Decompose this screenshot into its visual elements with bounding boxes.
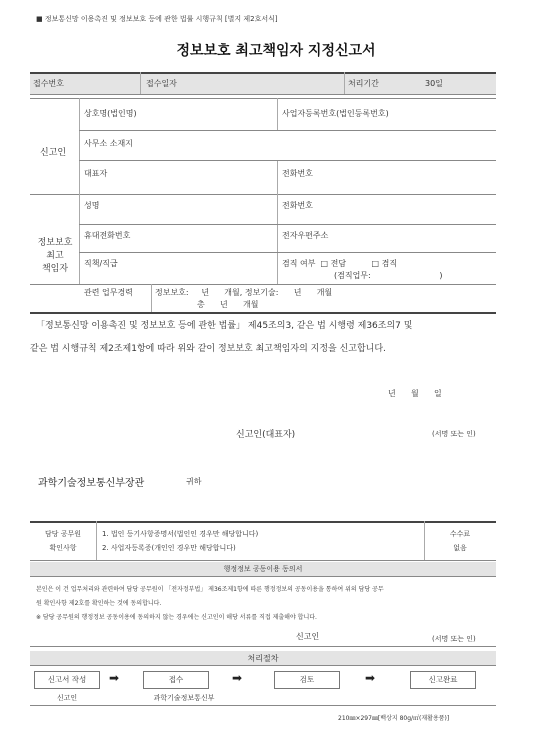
reporter-label: 신고인 (40, 148, 67, 158)
consent-text-3: ※ 담당 공무원의 행정정보 공동이용에 동의하지 않는 경우에는 신고인이 해당 서류를 직접 제출해야 합니다. (36, 614, 317, 621)
ciso-name-field[interactable]: 성명 (84, 201, 100, 210)
consent-sign-area[interactable]: (서명 또는 인) (432, 635, 476, 643)
career-total-field[interactable]: 총 년 개월 (197, 300, 259, 309)
verification-label-1: 담당 공무원 (44, 530, 82, 538)
career-detail-field[interactable]: 정보보호: 년 개월, 정보기술: 년 개월 (155, 288, 333, 297)
ciso-mobile-field[interactable]: 휴대전화번호 (84, 231, 131, 240)
verification-item-1: 1. 법인 등기사항증명서(법인인 경우만 해당합니다) (102, 530, 259, 538)
recipient-name: 과학기술정보통신부장관 (38, 478, 145, 489)
processing-period-label: 처리기간 (348, 79, 379, 88)
process-title: 처리절차 (247, 654, 279, 663)
signer-sign-area[interactable]: (서명 또는 인) (432, 430, 476, 438)
ciso-label-3: 책임자 (41, 264, 69, 274)
actor-ministry: 과학기술정보통신부 (153, 694, 215, 702)
receipt-number-label: 접수번호 (33, 79, 64, 88)
signer-label: 신고인(대표자) (236, 430, 296, 440)
ciso-position-field[interactable]: 직책/직급 (84, 259, 118, 268)
arrow-icon: ➡ (109, 671, 120, 685)
career-label: 관련 업무경력 (84, 288, 133, 297)
company-name-field[interactable]: 상호명(법인명) (84, 109, 137, 118)
step-review-box: 검토 (274, 671, 340, 689)
form-reference: ■ 정보통신망 이용촉진 및 정보보호 등에 관한 법률 시행규칙 [별지 제2호서식] (36, 15, 278, 23)
ciso-email-field[interactable]: 전자우편주소 (282, 231, 329, 240)
consent-title: 행정정보 공동이용 동의서 (223, 565, 303, 573)
consent-signer-label: 신고인 (296, 632, 320, 641)
statement-line-1: 「정보통신망 이용촉진 및 정보보호 등에 관한 법률」 제45조의3, 같은 법 시행령 제36조의7 및 (36, 321, 413, 331)
dual-role-checkboxes[interactable]: 겸직 여부 □ 전담 □ 겸직 (282, 259, 398, 268)
statement-line-2: 같은 법 시행규칙 제2조제1항에 따라 위와 같이 정보보호 최고책임자의 지정을 신고합니다. (30, 344, 386, 354)
paper-spec: 210㎜×297㎜[백상지 80g/㎡(재활용품)] (338, 715, 450, 722)
page-title: 정보보호 최고책임자 지정신고서 (176, 43, 376, 59)
step-receive-box: 접수 (143, 671, 209, 689)
ciso-label-1: 정보보호 (37, 238, 73, 248)
ciso-phone-field[interactable]: 전화번호 (282, 201, 313, 210)
dual-role-detail-field[interactable]: (겸직업무: ) (334, 271, 443, 280)
date-line[interactable]: 년 월 일 (388, 389, 442, 398)
receipt-date-label: 접수일자 (146, 79, 177, 88)
reporter-phone-field[interactable]: 전화번호 (282, 169, 313, 178)
business-number-field[interactable]: 사업자등록번호(법인등록번호) (282, 109, 389, 118)
step-complete-box: 신고완료 (410, 671, 476, 689)
consent-text-1: 본인은 이 건 업무처리와 관련하여 담당 공무원이 「전자정부법」 제36조제1항에 따른 행정정보의 공동이용을 통하여 위의 담당 공무 (36, 586, 384, 593)
fee-label: 수수료 (449, 530, 471, 538)
arrow-icon: ➡ (232, 671, 243, 685)
ciso-label-2: 최고 (46, 251, 64, 261)
representative-field[interactable]: 대표자 (84, 169, 108, 178)
fee-value: 없음 (453, 544, 467, 552)
verification-label-2: 확인사항 (49, 544, 77, 552)
office-address-field[interactable]: 사무소 소재지 (84, 139, 133, 148)
consent-text-2: 원 확인사항 제2호를 확인하는 것에 동의합니다. (36, 600, 162, 607)
step-write-box: 신고서 작성 (34, 671, 100, 689)
recipient-suffix: 귀하 (186, 477, 202, 486)
arrow-icon: ➡ (365, 671, 376, 685)
processing-period-value: 30일 (425, 79, 443, 88)
actor-reporter: 신고인 (56, 694, 78, 702)
verification-item-2: 2. 사업자등록증(개인인 경우만 해당합니다) (102, 544, 236, 552)
